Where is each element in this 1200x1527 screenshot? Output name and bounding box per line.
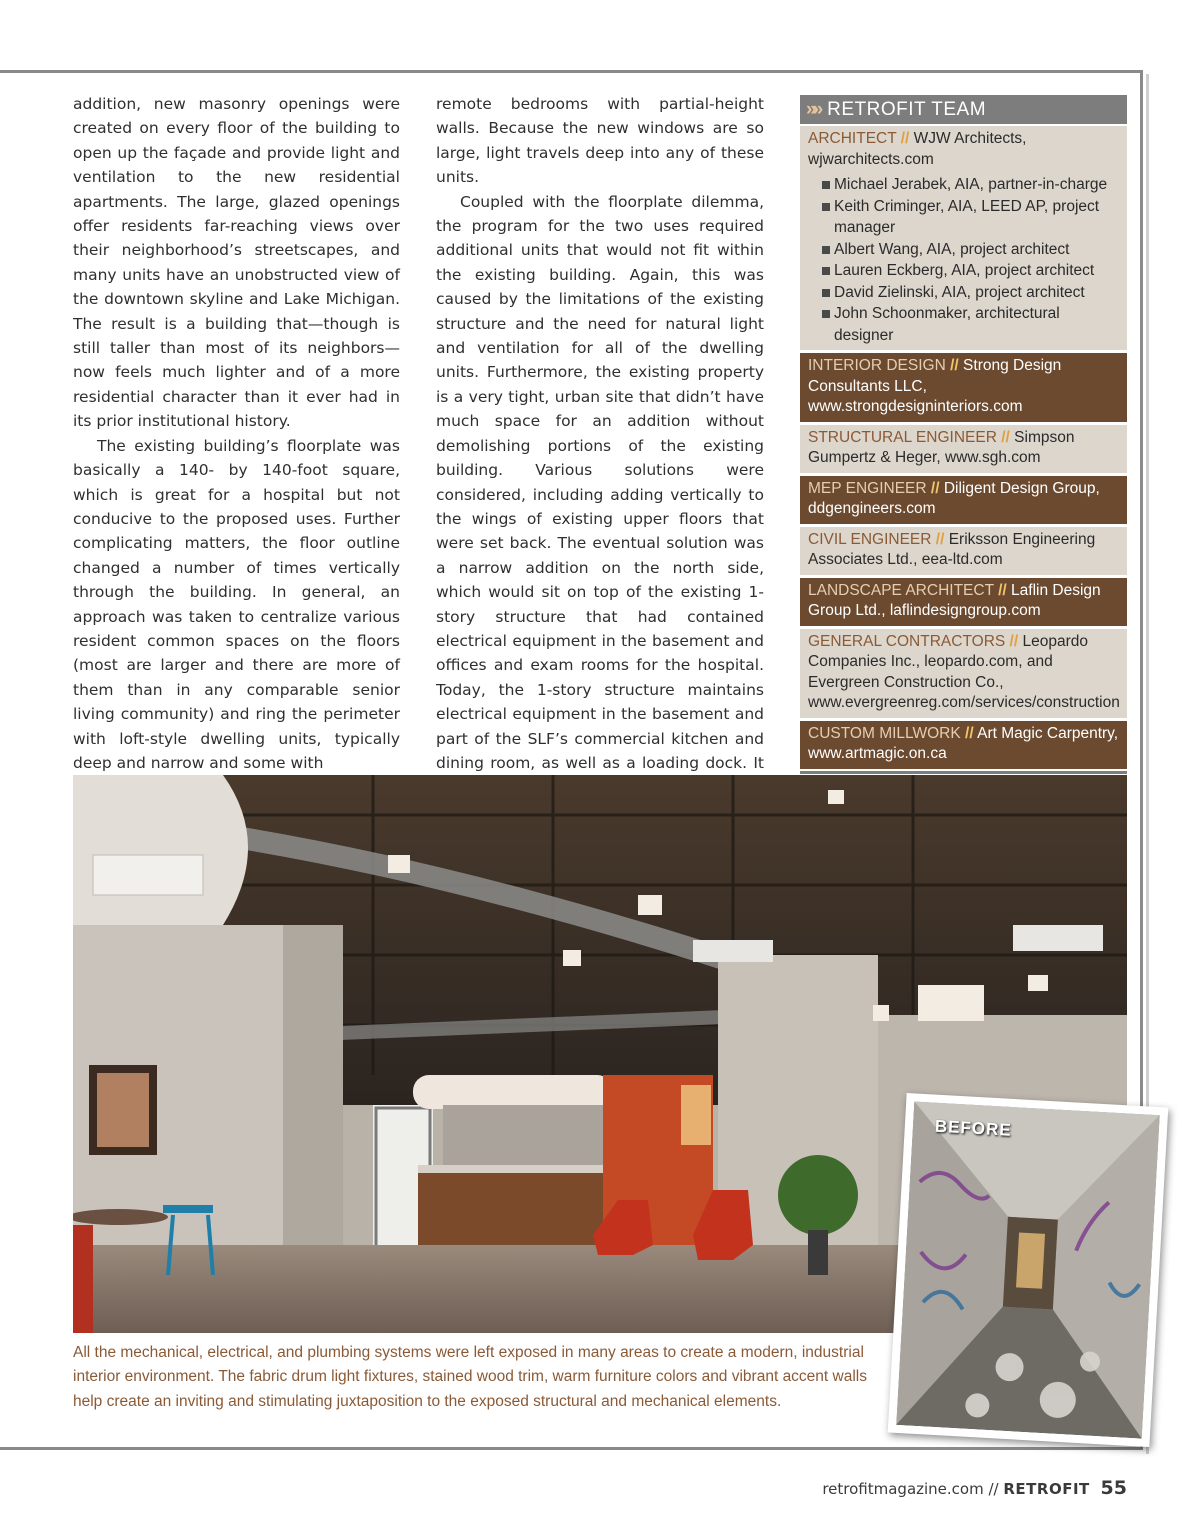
separator: // (930, 479, 940, 497)
team-firm: Laflin Design Group Ltd., laflindesigngroup.com (808, 581, 1101, 619)
team-entry-custom-millwork (800, 721, 1127, 769)
team-entry-general-contractors (800, 629, 1127, 718)
paragraph: Coupled with the floorplate dilemma, the program for the two uses required additional units that would not fit within the existing building. Again, this was caused by the limitations of the existing structure and the need for natural light and ventilation for all of the dwelling units. Furthermore, the existing property is a very tight, urban site that didn’t have much space for an addition without demolishing portions of the existing building. Various solutions were considered, including adding vertically to the wings of existing upper floors that were set back. The eventual solution was a narrow addition on the north side, which would sit on top of the existing 1-story structure that had contained electrical equipment in the basement and offices and exam rooms for the hospital. Today, the 1-story structure maintains electrical equipment in the basement and part of the SLF’s commercial kitchen and dining room, as well as a loading dock. It (436, 192, 764, 772)
team-people-list (808, 174, 1119, 346)
list-item: David Zielinski, AIA, project architect (822, 282, 1119, 304)
paragraph: addition, new masonry openings were created on every floor of the building to open up the façade and provide light and ventilation to the new residential apartments. The large, glazed openings offer residents far-reaching views over their neighborhood’s streetscapes, and many units have an unobstructed view of the downtown skyline and Lake Michigan. The result is a building that—though is still taller than most of its neighbors—now feels much lighter and of a more residential character than it ever had in its prior institutional history. (73, 95, 400, 431)
team-firm: Strong Design Consultants LLC, www.strongdesigninteriors.com (808, 357, 1062, 415)
team-role: CIVIL ENGINEER (808, 530, 932, 548)
list-item: Albert Wang, AIA, project architect (822, 239, 1119, 261)
page-number: 55 (1100, 1477, 1127, 1499)
team-entry-civil-engineer (800, 527, 1127, 575)
team-role: STRUCTURAL ENGINEER (808, 428, 997, 446)
paragraph: remote bedrooms with partial-height walls. Because the new windows are so large, light travels deep into any of these units. (436, 95, 764, 187)
footer-brand: RETROFIT (1003, 1480, 1090, 1498)
team-firm: Art Magic Carpentry, www.artmagic.on.ca (808, 724, 1119, 762)
team-entry-structural-engineer (800, 425, 1127, 473)
list-item: Lauren Eckberg, AIA, project architect (822, 260, 1119, 282)
separator: // (965, 724, 974, 742)
team-role: LANDSCAPE ARCHITECT (808, 581, 994, 599)
retrofit-team-sidebar (800, 95, 1127, 774)
before-label: BEFORE (934, 1116, 1013, 1140)
team-entry-mep-engineer (800, 476, 1127, 524)
page-footer (822, 1477, 1127, 1499)
footer-site: retrofitmagazine.com // (822, 1480, 999, 1498)
team-firm: Eriksson Engineering Associates Ltd., eea-ltd.com (808, 530, 1096, 568)
team-role: MEP ENGINEER (808, 479, 927, 497)
sidebar-header (800, 95, 1127, 124)
sidebar-bottom-rule (800, 771, 1127, 774)
separator: // (900, 130, 910, 147)
team-role: ARCHITECT (808, 130, 897, 147)
list-item: Michael Jerabek, AIA, partner-in-charge (822, 174, 1119, 196)
photo-caption: All the mechanical, electrical, and plumbing systems were left exposed in many areas to create a modern, industrial interior environment. The fabric drum light fixtures, stained wood trim, warm furniture colors and vibrant accent walls help create an inviting and stimulating juxtaposition to the exposed structural and mechanical elements. (73, 1344, 867, 1410)
team-firm: WJW Architects, wjwarchitects.com (808, 130, 1027, 168)
separator: // (950, 357, 959, 374)
chevron-icon: »» (806, 99, 820, 120)
before-illustration (896, 1101, 1160, 1438)
team-role: INTERIOR DESIGN (808, 357, 946, 374)
separator: // (935, 530, 945, 548)
separator: // (998, 581, 1007, 599)
body-column-2 (436, 92, 764, 824)
paragraph: The existing building’s floorplate was basically a 140- by 140-foot square, which is great for a hospital but not conducive to the proposed uses. Further complicating matters, the floor outline changed a number of times vertically through the building. In general, an approach was taken to centralize various resident common spaces on the floors (most are larger and there are more of them than in any comparable senior living community) and ring the perimeter with loft-style dwelling units, typically deep and narrow and some with (73, 436, 400, 772)
team-entry-architect (800, 126, 1127, 350)
separator: // (1001, 428, 1010, 446)
team-entry-landscape-architect (800, 578, 1127, 626)
team-firm: Leopardo Companies Inc., leopardo.com, and Evergreen Construction Co., www.evergreenreg.com/services/construction (808, 632, 1120, 711)
body-column-1 (73, 92, 400, 775)
sidebar-title: RETROFIT TEAM (827, 99, 987, 120)
before-photo (896, 1101, 1160, 1438)
separator: // (1009, 632, 1019, 650)
team-role: GENERAL CONTRACTORS (808, 632, 1006, 650)
team-role: CUSTOM MILLWORK (808, 724, 961, 742)
before-photo-card (888, 1093, 1169, 1447)
list-item: John Schoonmaker, architectural designer (822, 303, 1119, 346)
team-firm: Simpson Gumpertz & Heger, www.sgh.com (808, 428, 1075, 466)
list-item: Keith Criminger, AIA, LEED AP, project manager (822, 196, 1119, 239)
team-firm: Diligent Design Group, ddgengineers.com (808, 479, 1100, 517)
team-entry-interior-design (800, 353, 1127, 422)
